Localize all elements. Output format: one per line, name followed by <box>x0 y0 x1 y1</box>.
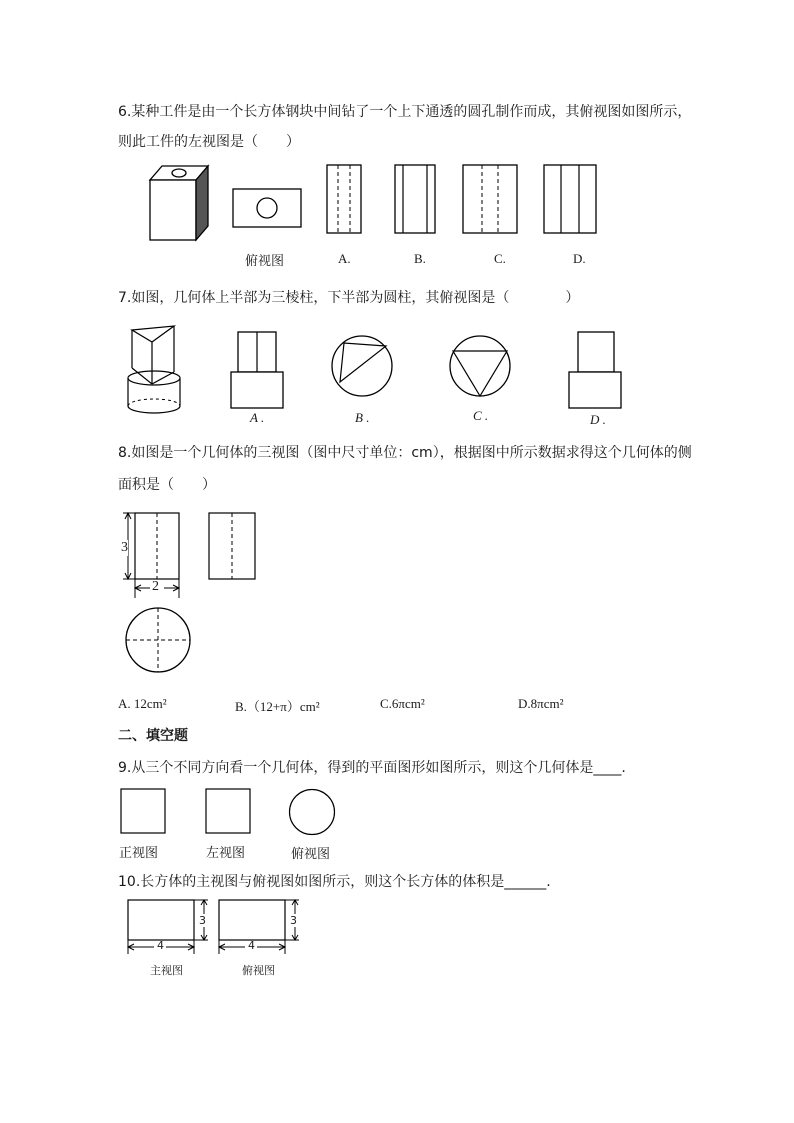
q10-top-dim-h: 3 <box>290 914 297 927</box>
q8-side-view-figure <box>208 512 256 580</box>
q6-option-b-figure <box>394 164 436 234</box>
q6-line2: 则此工件的左视图是（ ） <box>118 134 300 150</box>
q10-main-view-label: 主视图 <box>150 964 183 977</box>
q8-choice-a: A. 12cm² <box>118 696 167 711</box>
q6-cuboid-figure <box>146 160 216 244</box>
q7-option-b-figure <box>330 334 394 398</box>
q9-front-view-figure <box>120 788 166 834</box>
q7-solid-figure <box>122 322 186 416</box>
q8-dim-height: 3 <box>121 540 128 555</box>
q6-option-d-label: D. <box>573 251 586 266</box>
q6-top-view-label: 俯视图 <box>245 254 285 269</box>
q7-option-a-label: A . <box>250 410 265 425</box>
q10-top-view-label: 俯视图 <box>242 964 275 977</box>
q6-option-d-figure <box>543 164 597 234</box>
q9-top-view-label: 俯视图 <box>291 847 331 862</box>
q8-top-view-figure <box>124 606 192 674</box>
q9-front-view-label: 正视图 <box>119 846 159 861</box>
q7-option-c-figure <box>448 334 512 398</box>
q6-option-a-label: A. <box>338 251 351 266</box>
q8-line2: 面积是（ ） <box>118 477 216 493</box>
q7-option-d-figure <box>568 330 624 410</box>
q10-top-view-figure <box>217 898 303 956</box>
q10-main-view-figure <box>126 898 212 956</box>
q7-option-a-figure <box>230 330 284 410</box>
q10-text: 10.长方体的主视图与俯视图如图所示，则这个长方体的体积是______. <box>118 874 551 890</box>
q10-main-dim-h: 3 <box>199 914 206 927</box>
q8-choice-c: C.6πcm² <box>380 696 425 711</box>
q10-main-dim-w: 4 <box>157 939 164 952</box>
q6-option-c-figure <box>462 164 518 234</box>
q7-option-d-label: D . <box>590 412 606 427</box>
q9-left-view-figure <box>205 788 251 834</box>
q9-text: 9.从三个不同方向看一个几何体，得到的平面图形如图所示，则这个几何体是____. <box>118 760 626 776</box>
q10-top-dim-w: 4 <box>248 939 255 952</box>
q9-left-view-label: 左视图 <box>206 846 246 861</box>
q8-dim-width: 2 <box>152 579 159 594</box>
q7-option-b-label: B . <box>355 410 370 425</box>
q8-line1: 8.如图是一个几何体的三视图（图中尺寸单位：cm），根据图中所示数据求得这个几何体的侧 <box>118 445 692 461</box>
q9-top-view-figure <box>288 788 336 836</box>
q6-line1: 6.某种工件是由一个长方体钢块中间钻了一个上下通透的圆孔制作而成，其俯视图如图所示， <box>118 104 692 120</box>
q8-choice-b: B.（12+π）cm² <box>235 699 320 714</box>
q6-option-b-label: B. <box>414 251 426 266</box>
section-title-fill-in: 二、填空题 <box>118 728 188 744</box>
q6-option-a-figure <box>326 164 362 234</box>
q7-text: 7.如图，几何体上半部为三棱柱，下半部为圆柱，其俯视图是（ ） <box>118 290 580 306</box>
q6-top-view-figure <box>232 188 302 228</box>
q7-option-c-label: C . <box>473 408 489 423</box>
q8-choice-d: D.8πcm² <box>518 696 564 711</box>
q6-option-c-label: C. <box>494 251 506 266</box>
